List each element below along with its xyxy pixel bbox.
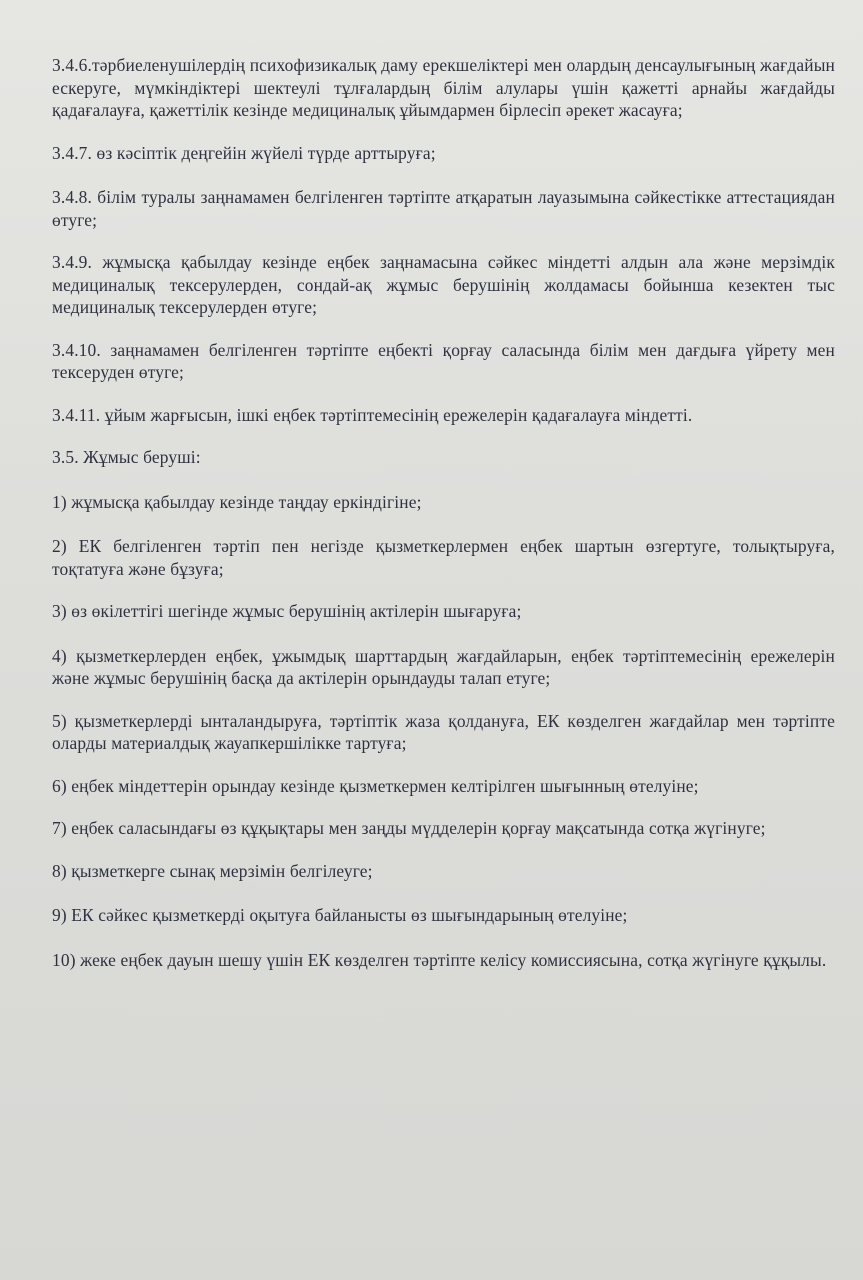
paragraph-3-4-10: 3.4.10. заңнамамен белгіленген тәртіпте еңбекті қорғау саласында білім мен дағдыға үйрету мен тексеруден өтуге; xyxy=(52,339,835,382)
paragraph-3-4-6: 3.4.6.тәрбиеленушілердің психофизикалық даму ерекшеліктері мен олардың денсаулығының жағдайын ескеруге, мүмкіндіктері шектеулі тұлғалардың білім алулары үшін қажетті арнайы жағдайды қадағалауға, қажеттілік кезінде медициналық ұйымдармен бірлесіп әрекет жасауға; xyxy=(52,55,835,120)
paragraph-3-4-9: 3.4.9. жұмысқа қабылдау кезінде еңбек заңнамасына сәйкес міндетті алдын ала және мерзімдік медициналық тексерулерден, сондай-ақ жұмыс берушінің жолдамасы бойынша кезектен тыс медициналық тексерулерден өтуге; xyxy=(52,252,835,317)
list-item-5: 5) қызметкерлерді ынталандыруға, тәртіптік жаза қолдануға, ЕК көзделген жағдайлар мен тәртіпте оларды материалдық жауапкершілікке тартуға; xyxy=(52,710,835,753)
list-item-7: 7) еңбек саласындағы өз құқықтары мен заңды мүдделерін қорғау мақсатында сотқа жүгінуге; xyxy=(52,818,766,838)
list-item-3: 3) өз өкілеттігі шегінде жұмыс берушінің актілерін шығаруға; xyxy=(52,601,522,621)
list-item-8: 8) қызметкерге сынақ мерзімін белгілеуге; xyxy=(52,860,373,881)
list-item-9: 9) ЕК сәйкес қызметкерді оқытуға байланысты өз шығындарының өтелуіне; xyxy=(52,905,628,925)
list-item-1: 1) жұмысқа қабылдау кезінде таңдау еркіндігіне; xyxy=(52,491,422,512)
list-item-6: 6) еңбек міндеттерін орындау кезінде қызметкермен келтірілген шығынның өтелуіне; xyxy=(52,775,699,796)
list-item-10: 10) жеке еңбек дауын шешу үшін ЕК көзделген тәртіпте келісу комиссиясына, сотқа жүгінуге құқылы. xyxy=(52,949,827,970)
paragraph-3-4-11: 3.4.11. ұйым жарғысын, ішкі еңбек тәртіптемесінің ережелерін қадағалауға міндетті. xyxy=(52,404,693,425)
paragraph-3-4-7: 3.4.7. өз кәсіптік деңгейін жүйелі түрде арттыруға; xyxy=(52,142,436,163)
section-heading-3-5: 3.5. Жұмыс беруші: xyxy=(52,447,201,467)
list-item-2: 2) ЕК белгіленген тәртіп пен негізде қызметкерлермен еңбек шартын өзгертуге, толықтыруға, тоқтатуға және бұзуға; xyxy=(52,536,835,579)
list-item-4: 4) қызметкерлерден еңбек, ұжымдық шарттардың жағдайларын, еңбек тәртіптемесінің ережелерін және жұмыс берушінің басқа да актілерін орындауды талап етуге; xyxy=(52,645,835,688)
paragraph-3-4-8: 3.4.8. білім туралы заңнамамен белгіленген тәртіпте атқаратын лауазымына сәйкестікке аттестациядан өтуге; xyxy=(52,187,835,230)
